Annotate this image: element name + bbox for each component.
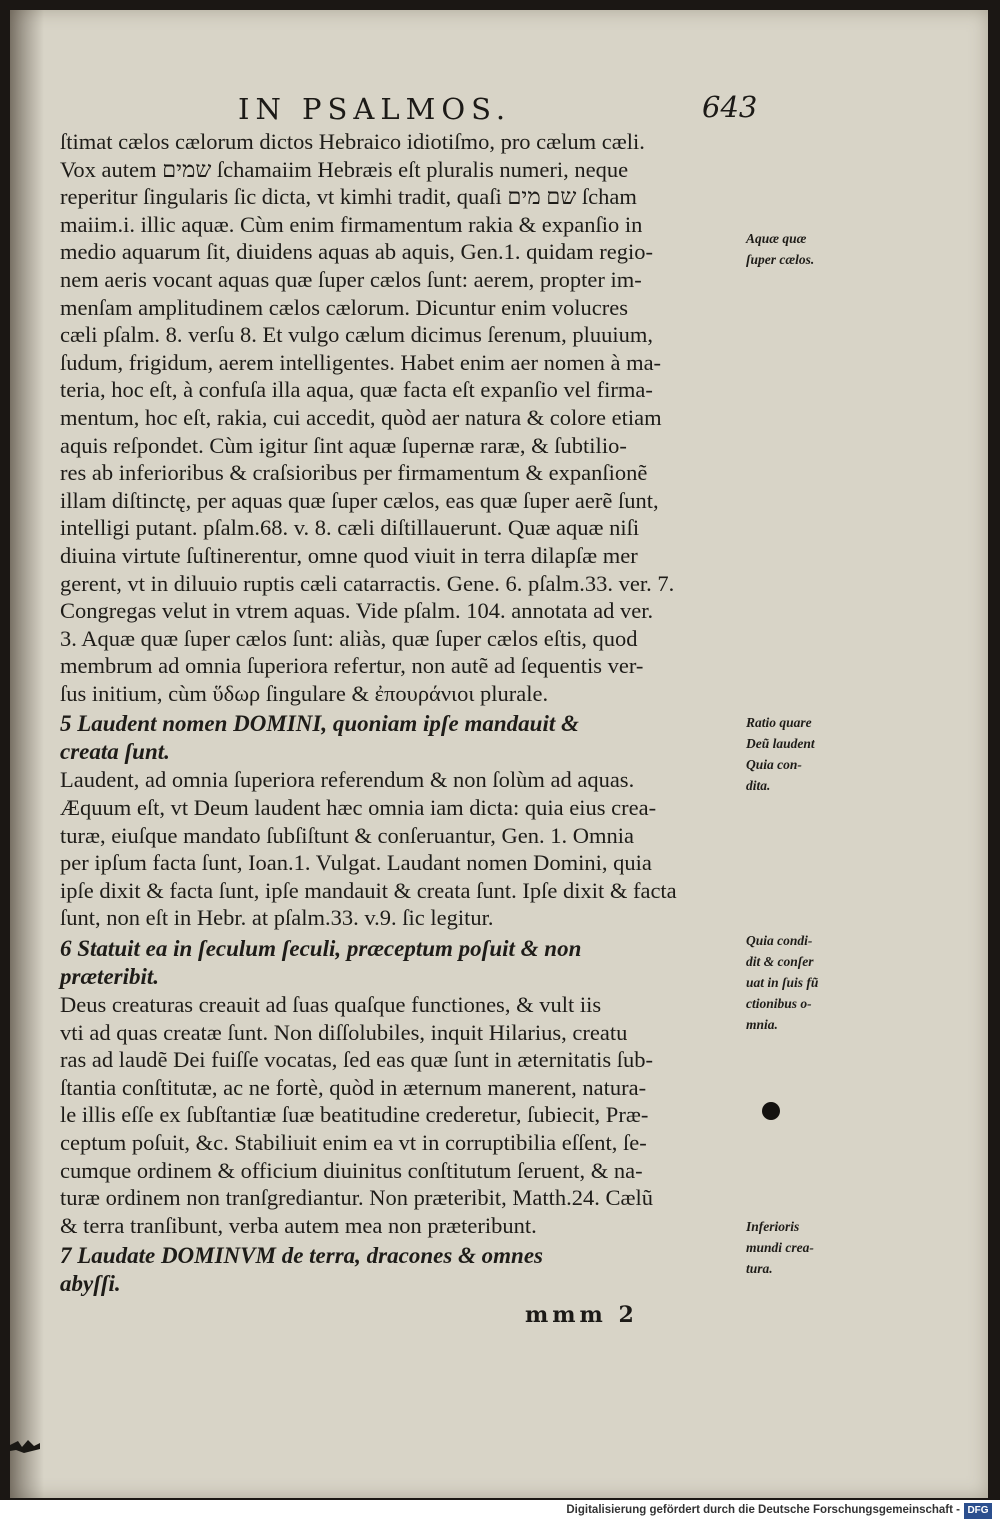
commentary-line: ras ad laudẽ Dei fuiſſe vocatas, ſed eas quæ ſunt in æternitatis ſub- — [60, 1047, 653, 1073]
commentary-line: ceptum poſuit, &c. Stabiliuit enim ea vt in corruptibilia eſſent, ſe- — [60, 1130, 647, 1155]
text-line: reperitur ſingularis ſic dicta, vt kimhi tradit, quaſi שם מים ſcham — [60, 184, 637, 210]
text-line: membrum ad omnia ſuperiora refertur, non autẽ ad ſequentis ver- — [60, 653, 644, 679]
text-line: medio aquarum ſit, diuidens aquas ab aquis, Gen.1. quidam regio- — [60, 239, 653, 265]
text-line: Congregas velut in vtrem aquas. Vide pſalm. 104. annotata ad ver. — [60, 598, 654, 624]
text-line: aquis reſpondet. Cùm igitur ſint aquæ ſupernæ raræ, & ſubtilio- — [60, 432, 627, 458]
text-line: Vox autem שמים ſchamaiim Hebræis eſt pluralis numeri, neque — [60, 156, 629, 182]
verse-5-line: creata ſunt. — [60, 739, 170, 765]
main-text-column — [60, 128, 750, 1298]
margin-note-line: Quia condi- — [746, 933, 813, 948]
verse-7-line: 7 Laudate DOMINVM de terra, dracones & omnes — [60, 1243, 544, 1269]
signature-mark: mmm 2 — [525, 1302, 638, 1328]
text-line: gerent, vt in diluuio ruptis cæli catarractis. Gene. 6. pſalm.33. ver. 7. — [60, 570, 675, 596]
commentary-line: Æquum eſt, vt Deum laudent hæc omnia iam dicta: quia eius crea- — [60, 795, 657, 821]
margin-note-line: tura. — [746, 1261, 773, 1276]
text-line: ſudum, frigidum, aerem intelligentes. Habet enim aer nomen à ma- — [60, 349, 662, 375]
text-line: intelligi putant. pſalm.68. v. 8. cæli diſtillauerunt. Quæ aquæ niſi — [60, 515, 640, 541]
margin-note-line: mundi crea- — [746, 1240, 814, 1255]
ink-dot-mark — [762, 1102, 780, 1120]
commentary-line: vti ad quas creatæ ſunt. Non diſſolubiles, inquit Hilarius, creatu — [60, 1019, 628, 1045]
margin-note-line: Inferioris — [746, 1219, 800, 1234]
commentary-line: cumque ordinem & officium diuinitus conſtitutum ſeruent, & na- — [60, 1157, 643, 1183]
commentary-line: & terra tranſibunt, verba autem mea non præteribunt. — [60, 1212, 537, 1238]
running-head: IN PSALMOS. — [238, 92, 512, 126]
margin-note-line: Aquæ quæ — [746, 231, 807, 246]
commentary-line: per ipſum facta ſunt, Ioan.1. Vulgat. Laudant nomen Domini, quia — [60, 850, 652, 876]
margin-note-line: dita. — [746, 778, 771, 793]
funding-credit: Digitalisierung gefördert durch die Deutsche Forschungsgemeinschaft - — [566, 1504, 960, 1516]
margin-note-line: ctionibus o- — [746, 996, 812, 1011]
text-line: ſus initium, cùm ὕδωρ ſingulare & ἐπουράνιοι plurale. — [60, 680, 549, 706]
text-line: menſam amplitudinem cælos cælorum. Dicuntur enim volucres — [60, 294, 629, 320]
text-line: mentum, hoc eſt, rakia, cui accedit, quòd aer natura & colore etiam — [60, 404, 662, 430]
page-number: 643 — [702, 90, 758, 124]
text-line: teria, hoc eſt, à confuſa illa aqua, quæ facta eſt expanſio vel firma- — [60, 377, 653, 403]
verse-7-line: abyſſi. — [60, 1271, 121, 1297]
spine-shadow — [10, 10, 44, 1498]
commentary-line: Laudent, ad omnia ſuperiora referendum & non ſolùm ad aquas. — [60, 767, 635, 793]
text-line: cæli pſalm. 8. verſu 8. Et vulgo cælum dicimus ſerenum, pluuium, — [60, 322, 654, 348]
margin-note-line: dit & conſer — [746, 954, 814, 969]
margin-note-ratio — [746, 712, 815, 796]
text-line: ſtimat cælos cælorum dictos Hebraico idiotiſmo, pro cælum cæli. — [60, 129, 645, 154]
margin-note-line: ſuper cælos. — [746, 252, 815, 267]
commentary-line: turæ, eiuſque mandato ſubſiſtunt & conſeruantur, Gen. 1. Omnia — [60, 822, 634, 848]
text-line: diuina virtute ſuſtinerentur, omne quod viuit in terra dilapſæ mer — [60, 542, 638, 568]
margin-note-line: mnia. — [746, 1017, 778, 1032]
commentary-line: ipſe dixit & facta ſunt, ipſe mandauit & creata ſunt. Ipſe dixit & facta — [60, 877, 677, 903]
text-line: 3. Aquæ quæ ſuper cælos ſunt: aliàs, quæ ſuper cælos eſtis, quod — [60, 625, 638, 651]
dfg-logo-icon: DFG — [964, 1503, 992, 1519]
text-line: maiim.i. illic aquæ. Cùm enim firmamentum rakia & expanſio in — [60, 211, 643, 237]
text-line: illam diſtinctę, per aquas quæ ſuper cælos, eas quæ ſuper aerẽ ſunt, — [60, 487, 659, 513]
margin-note-line: Ratio quare — [746, 715, 812, 730]
text-line: res ab inferioribus & craſsioribus per firmamentum & expanſionẽ — [60, 460, 648, 486]
digitization-footer — [0, 1500, 1000, 1523]
commentary-line: le illis eſſe ex ſubſtantiæ ſuæ beatitudine crederetur, ſubiecit, Præ- — [60, 1102, 649, 1128]
margin-note-line: Quia con- — [746, 757, 802, 772]
text-line: nem aeris vocant aquas quæ ſuper cælos ſunt: aerem, propter im- — [60, 266, 642, 292]
book-page — [10, 10, 988, 1498]
commentary-line: turæ ordinem non tranſgrediantur. Non præteribit, Matth.24. Cælũ — [60, 1185, 654, 1211]
verse-6-line: 6 Statuit ea in ſeculum ſeculi, præceptum poſuit & non — [60, 936, 582, 962]
margin-note-waters — [746, 228, 814, 270]
verse-5-line: 5 Laudent nomen DOMINI, quoniam ipſe mandauit & — [60, 711, 579, 737]
commentary-line: ſtantia conſtitutæ, ac ne fortè, quòd in æternum manerent, natura- — [60, 1074, 647, 1100]
verse-6-line: præteribit. — [60, 964, 160, 990]
page-edge-mark — [10, 1435, 40, 1455]
margin-note-line: Deũ laudent — [746, 736, 815, 751]
commentary-line: ſunt, non eſt in Hebr. at pſalm.33. v.9. ſic legitur. — [60, 905, 494, 931]
margin-note-condidit — [746, 930, 818, 1035]
margin-note-inferioris — [746, 1216, 814, 1279]
margin-note-line: uat in ſuis fũ — [746, 975, 819, 990]
commentary-line: Deus creaturas creauit ad ſuas quaſque functiones, & vult iis — [60, 992, 602, 1018]
